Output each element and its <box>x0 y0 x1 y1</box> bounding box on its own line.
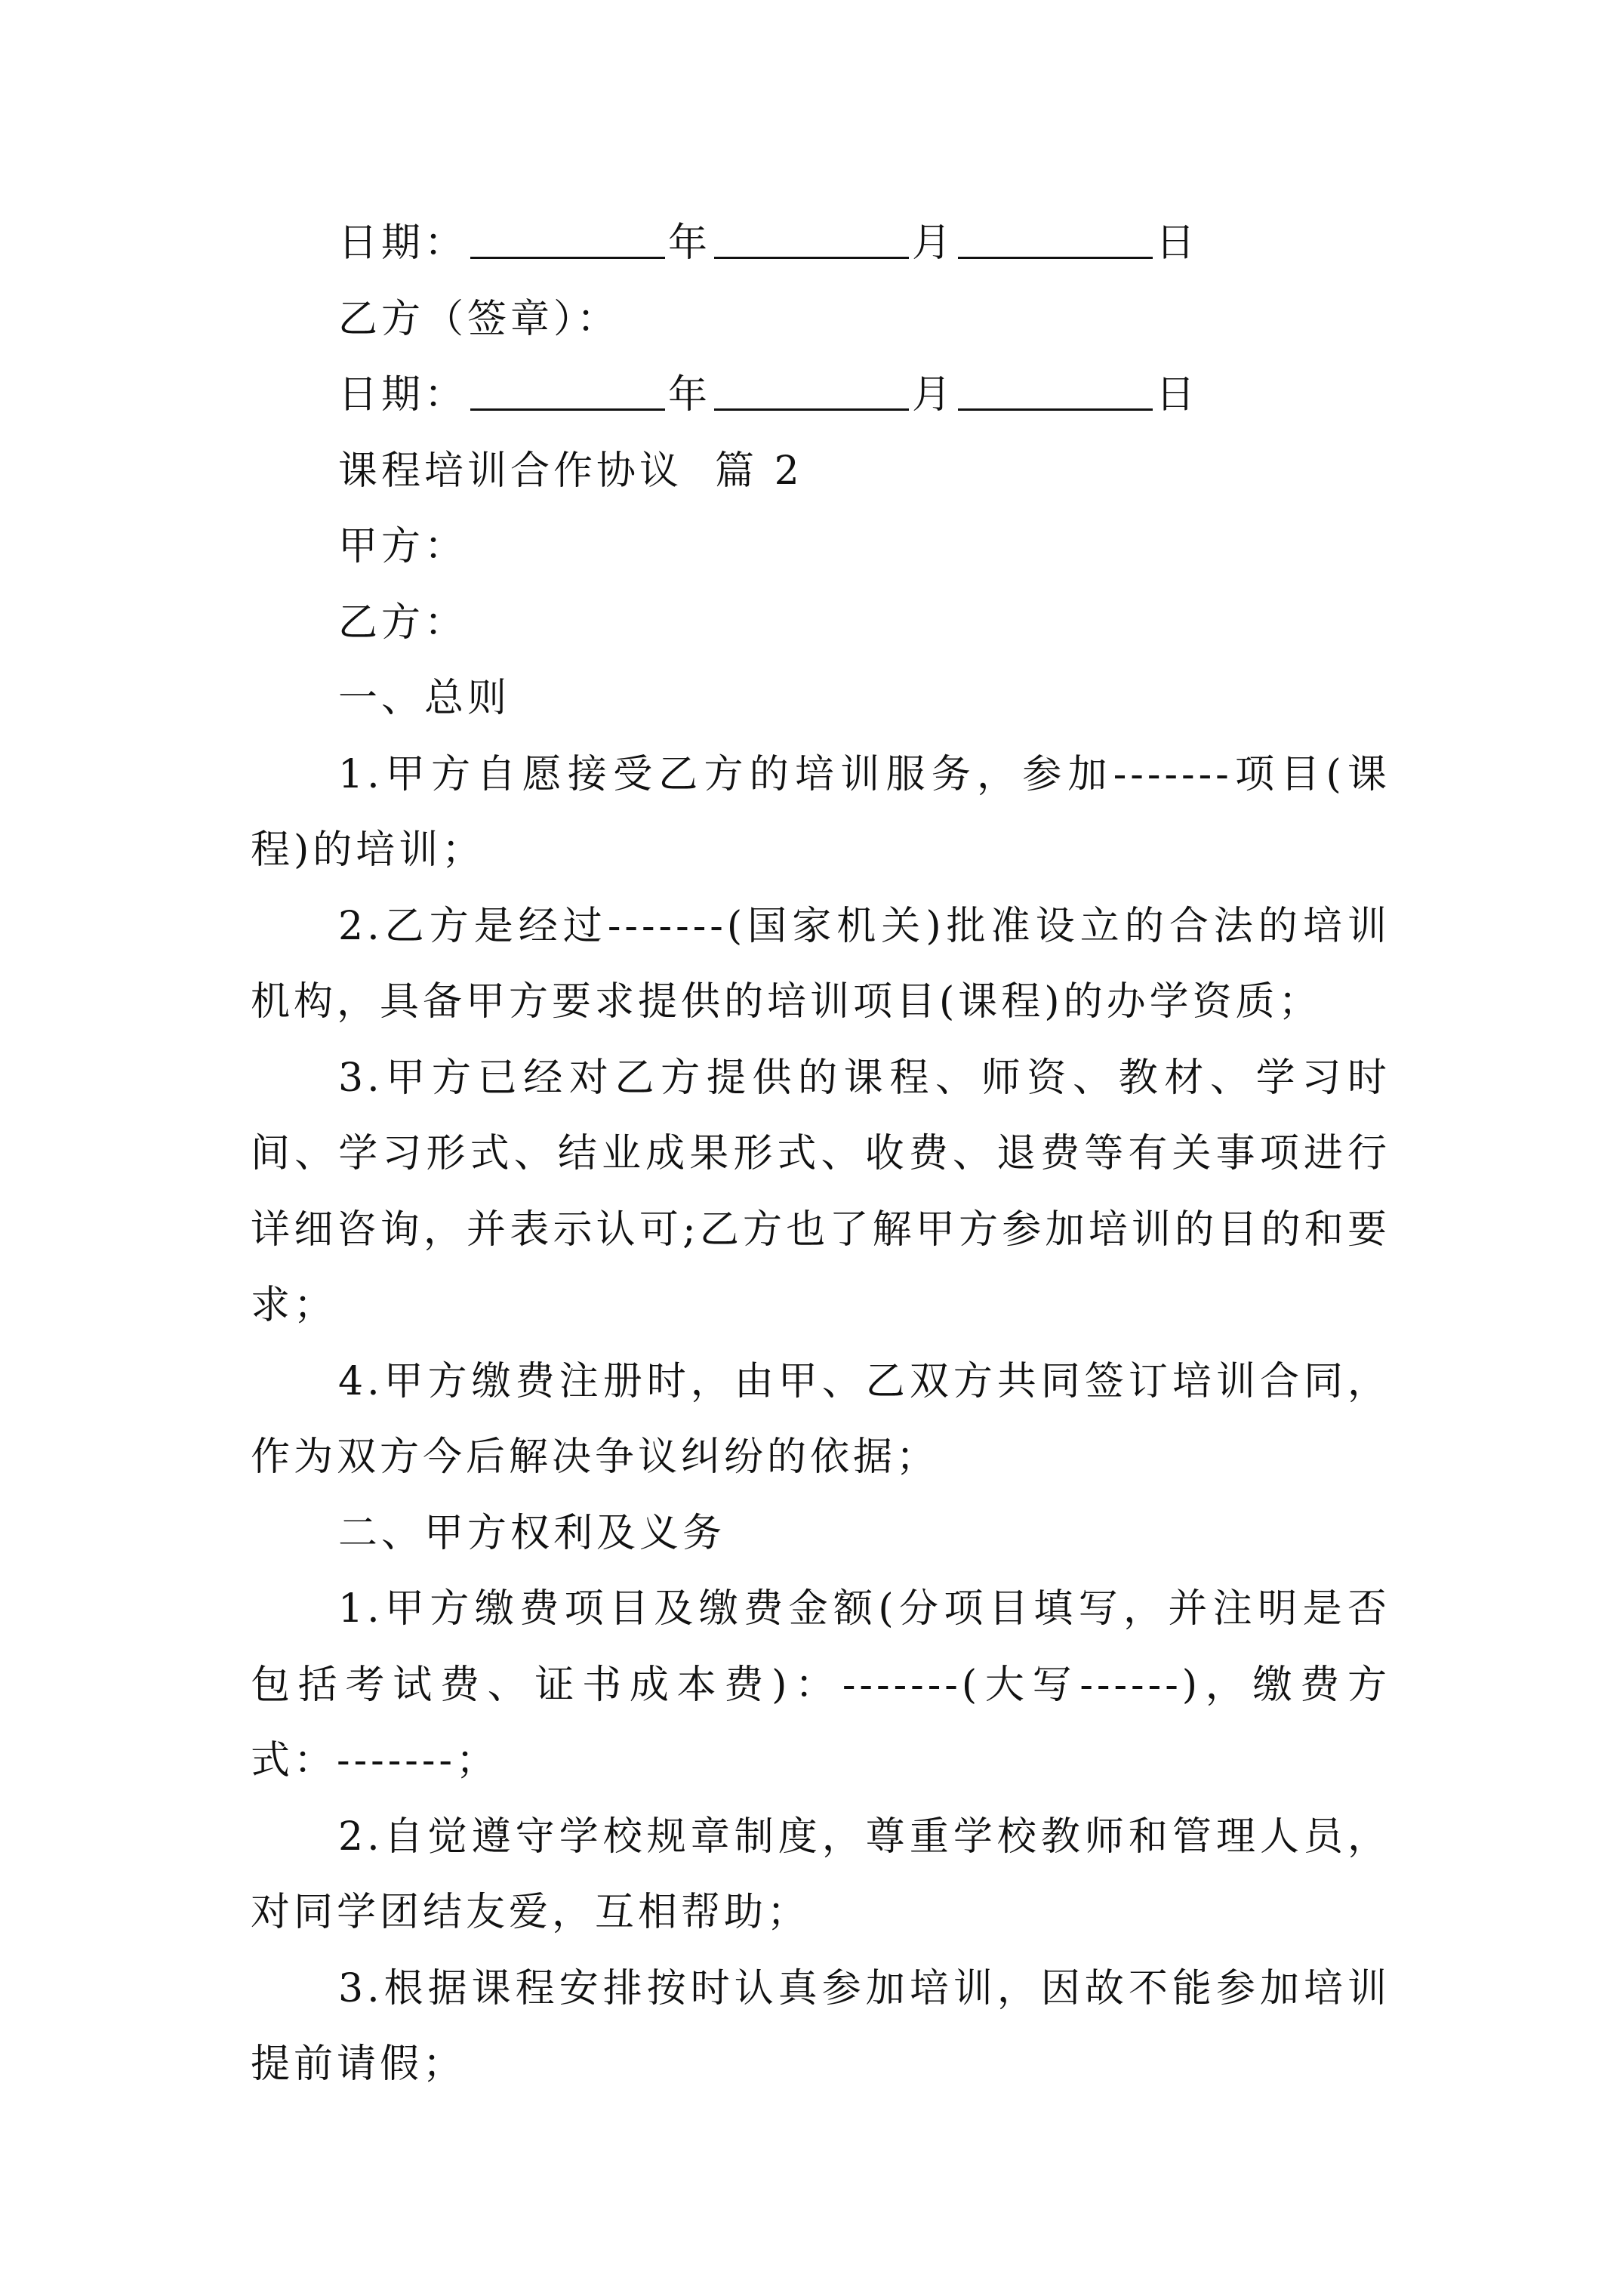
party-b-signature: 乙方（签章）： <box>338 296 621 342</box>
year-blank <box>470 211 665 259</box>
month-label: 月 <box>912 372 956 418</box>
rights-clause-3: 3.根据课程安排按时认真参加培训，因故不能参加培训提前请假； <box>251 1965 1390 2087</box>
heading-party-a-rights: 二、甲方权利及义务 <box>338 1510 726 1556</box>
day-blank <box>958 363 1153 411</box>
rights-clause-1: 1.甲方缴费项目及缴费金额(分项目填写，并注明是否包括考试费、证书成本费)：-------(大写------)，缴费方式：-------； <box>251 1586 1390 1783</box>
year-label: 年 <box>668 372 712 418</box>
month-label: 月 <box>912 220 956 266</box>
day-label: 日 <box>1156 220 1200 266</box>
general-clause-2: 2.乙方是经过-------(国家机关)批准设立的合法的培训机构，具备甲方要求提供的培训项目(课程)的办学资质； <box>251 903 1390 1025</box>
day-blank <box>958 211 1153 259</box>
section-title: 课程培训合作协议 篇 2 <box>338 448 803 494</box>
day-label: 日 <box>1156 372 1200 418</box>
general-clause-1: 1.甲方自愿接受乙方的培训服务，参加-------项目(课程)的培训； <box>251 751 1390 873</box>
signature-date-line-1 <box>251 205 1390 282</box>
month-blank <box>714 211 909 259</box>
heading-general: 一、总则 <box>338 676 511 721</box>
year-blank <box>470 363 665 411</box>
general-clause-4: 4.甲方缴费注册时，由甲、乙双方共同签订培训合同，作为双方今后解决争议纠纷的依据； <box>251 1358 1390 1480</box>
year-label: 年 <box>668 220 712 266</box>
party-b-line: 乙方： <box>338 599 468 646</box>
party-a-line: 甲方： <box>338 524 468 569</box>
signature-date-line-2 <box>251 357 1390 433</box>
date-label: 日期： <box>338 372 468 418</box>
general-clause-3: 3.甲方已经对乙方提供的课程、师资、教材、学习时间、学习形式、结业成果形式、收费、退费等有关事项进行详细咨询，并表示认可;乙方也了解甲方参加培训的目的和要求； <box>251 1055 1390 1328</box>
rights-clause-2: 2.自觉遵守学校规章制度，尊重学校教师和管理人员，对同学团结友爱，互相帮助； <box>251 1814 1390 1935</box>
document-body <box>251 205 1390 2103</box>
date-label: 日期： <box>338 220 468 266</box>
month-blank <box>714 363 909 411</box>
